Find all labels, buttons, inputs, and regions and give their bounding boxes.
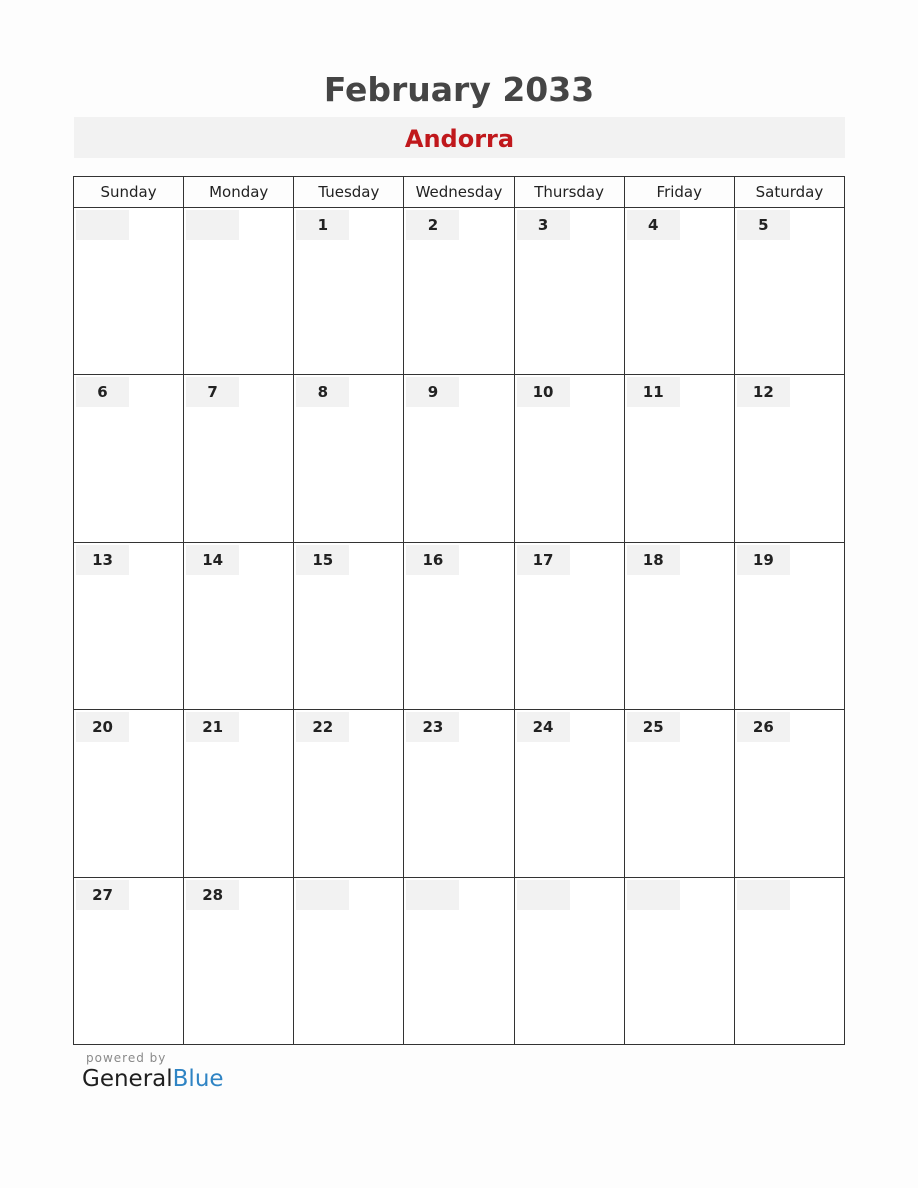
weekday-tuesday: Tuesday (294, 177, 404, 208)
day-cell (514, 208, 624, 375)
day-number (296, 880, 349, 910)
day-number (627, 880, 680, 910)
country-banner (74, 117, 845, 158)
footer (82, 1051, 224, 1092)
day-number (186, 210, 239, 240)
day-cell (734, 375, 844, 542)
day-cell (624, 877, 734, 1044)
day-cell (184, 877, 294, 1044)
day-number: 12 (737, 377, 790, 407)
day-number: 20 (76, 712, 129, 742)
logo-blue: Blue (172, 1066, 224, 1092)
weekday-header-row (74, 177, 845, 208)
day-number: 16 (406, 545, 459, 575)
day-number: 14 (186, 545, 239, 575)
day-number (737, 880, 790, 910)
day-cell (404, 877, 514, 1044)
week-row (74, 208, 845, 375)
day-number: 19 (737, 545, 790, 575)
day-number: 22 (296, 712, 349, 742)
day-number: 11 (627, 377, 680, 407)
powered-by-text: powered by (86, 1051, 167, 1065)
weekday-sunday: Sunday (74, 177, 184, 208)
day-number: 3 (517, 210, 570, 240)
day-number: 26 (737, 712, 790, 742)
day-cell (734, 877, 844, 1044)
page-title: February 2033 (323, 70, 595, 109)
day-number (517, 880, 570, 910)
weekday-friday: Friday (624, 177, 734, 208)
day-cell (74, 375, 184, 542)
day-cell (74, 542, 184, 709)
day-number: 18 (627, 545, 680, 575)
day-cell (404, 710, 514, 877)
weekday-saturday: Saturday (734, 177, 844, 208)
day-number: 7 (186, 377, 239, 407)
day-cell (734, 542, 844, 709)
day-number: 8 (296, 377, 349, 407)
weekday-thursday: Thursday (514, 177, 624, 208)
day-cell (624, 542, 734, 709)
day-number: 13 (76, 545, 129, 575)
day-cell (74, 710, 184, 877)
week-row (74, 375, 845, 542)
generalblue-logo[interactable] (82, 1066, 224, 1092)
day-number (406, 880, 459, 910)
day-cell (184, 375, 294, 542)
day-number: 17 (517, 545, 570, 575)
day-cell (624, 710, 734, 877)
day-cell (294, 877, 404, 1044)
day-cell (734, 208, 844, 375)
day-number: 10 (517, 377, 570, 407)
day-number: 25 (627, 712, 680, 742)
day-number: 2 (406, 210, 459, 240)
day-cell (404, 542, 514, 709)
day-number (76, 210, 129, 240)
week-row (74, 877, 845, 1044)
day-cell (404, 375, 514, 542)
day-cell (294, 208, 404, 375)
day-cell (184, 208, 294, 375)
country-label: Andorra (404, 125, 515, 153)
day-cell (514, 542, 624, 709)
day-cell (294, 375, 404, 542)
day-cell (184, 710, 294, 877)
day-cell (514, 877, 624, 1044)
day-number: 27 (76, 880, 129, 910)
week-row (74, 710, 845, 877)
day-number: 6 (76, 377, 129, 407)
weekday-wednesday: Wednesday (404, 177, 514, 208)
logo-general: General (82, 1066, 173, 1092)
week-row (74, 542, 845, 709)
day-number: 24 (517, 712, 570, 742)
day-cell (74, 208, 184, 375)
day-number: 4 (627, 210, 680, 240)
day-cell (514, 710, 624, 877)
day-number: 1 (296, 210, 349, 240)
day-cell (294, 710, 404, 877)
day-cell (514, 375, 624, 542)
day-number: 21 (186, 712, 239, 742)
day-cell (734, 710, 844, 877)
day-cell (294, 542, 404, 709)
day-number: 23 (406, 712, 459, 742)
day-number: 9 (406, 377, 459, 407)
day-number: 15 (296, 545, 349, 575)
weekday-monday: Monday (184, 177, 294, 208)
day-number: 5 (737, 210, 790, 240)
day-cell (184, 542, 294, 709)
day-cell (624, 208, 734, 375)
day-number: 28 (186, 880, 239, 910)
day-cell (74, 877, 184, 1044)
day-cell (624, 375, 734, 542)
calendar-grid (73, 176, 845, 1045)
day-cell (404, 208, 514, 375)
